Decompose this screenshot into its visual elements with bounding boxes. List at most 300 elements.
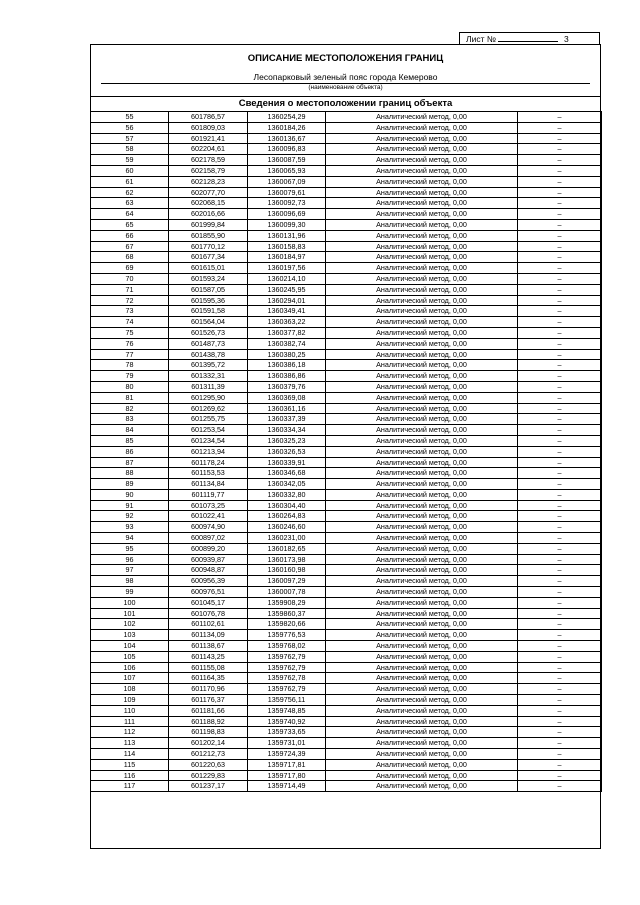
object-name: Лесопарковый зеленый пояс города Кемерово bbox=[253, 72, 438, 82]
method-cell: Аналитический метод, 0,00 bbox=[326, 608, 518, 619]
x-coordinate-cell: 602128,23 bbox=[169, 176, 248, 187]
y-coordinate-cell: 1360079,61 bbox=[248, 187, 326, 198]
description-cell: – bbox=[518, 641, 602, 652]
table-row bbox=[91, 749, 602, 760]
method-cell: Аналитический метод, 0,00 bbox=[326, 630, 518, 641]
y-coordinate-cell: 1359748,85 bbox=[248, 705, 326, 716]
table-row bbox=[91, 284, 602, 295]
x-coordinate-cell: 602204,61 bbox=[169, 144, 248, 155]
x-coordinate-cell: 601593,24 bbox=[169, 273, 248, 284]
y-coordinate-cell: 1359714,49 bbox=[248, 781, 326, 792]
x-coordinate-cell: 601119,77 bbox=[169, 489, 248, 500]
point-number-cell: 101 bbox=[91, 608, 169, 619]
x-coordinate-cell: 601178,24 bbox=[169, 457, 248, 468]
point-number-cell: 60 bbox=[91, 165, 169, 176]
y-coordinate-cell: 1360160,98 bbox=[248, 565, 326, 576]
table-row bbox=[91, 522, 602, 533]
method-cell: Аналитический метод, 0,00 bbox=[326, 500, 518, 511]
x-coordinate-cell: 601311,39 bbox=[169, 381, 248, 392]
x-coordinate-cell: 601269,62 bbox=[169, 403, 248, 414]
y-coordinate-cell: 1360337,39 bbox=[248, 414, 326, 425]
method-cell: Аналитический метод, 0,00 bbox=[326, 576, 518, 587]
method-cell: Аналитический метод, 0,00 bbox=[326, 435, 518, 446]
description-cell: – bbox=[518, 511, 602, 522]
table-row bbox=[91, 198, 602, 209]
point-number-cell: 94 bbox=[91, 533, 169, 544]
x-coordinate-cell: 601786,57 bbox=[169, 112, 248, 123]
y-coordinate-cell: 1360380,25 bbox=[248, 349, 326, 360]
y-coordinate-cell: 1359740,92 bbox=[248, 716, 326, 727]
point-number-cell: 62 bbox=[91, 187, 169, 198]
y-coordinate-cell: 1360182,65 bbox=[248, 543, 326, 554]
y-coordinate-cell: 1359717,80 bbox=[248, 770, 326, 781]
method-cell: Аналитический метод, 0,00 bbox=[326, 651, 518, 662]
x-coordinate-cell: 601237,17 bbox=[169, 781, 248, 792]
method-cell: Аналитический метод, 0,00 bbox=[326, 165, 518, 176]
table-row bbox=[91, 155, 602, 166]
description-cell: – bbox=[518, 576, 602, 587]
method-cell: Аналитический метод, 0,00 bbox=[326, 284, 518, 295]
table-row bbox=[91, 446, 602, 457]
point-number-cell: 58 bbox=[91, 144, 169, 155]
y-coordinate-cell: 1360346,68 bbox=[248, 468, 326, 479]
table-row bbox=[91, 587, 602, 598]
description-cell: – bbox=[518, 112, 602, 123]
table-row bbox=[91, 317, 602, 328]
point-number-cell: 69 bbox=[91, 263, 169, 274]
description-cell: – bbox=[518, 209, 602, 220]
table-row bbox=[91, 738, 602, 749]
x-coordinate-cell: 602158,79 bbox=[169, 165, 248, 176]
point-number-cell: 63 bbox=[91, 198, 169, 209]
method-cell: Аналитический метод, 0,00 bbox=[326, 263, 518, 274]
point-number-cell: 104 bbox=[91, 641, 169, 652]
point-number-cell: 99 bbox=[91, 587, 169, 598]
point-number-cell: 102 bbox=[91, 619, 169, 630]
method-cell: Аналитический метод, 0,00 bbox=[326, 392, 518, 403]
method-cell: Аналитический метод, 0,00 bbox=[326, 306, 518, 317]
y-coordinate-cell: 1360065,93 bbox=[248, 165, 326, 176]
x-coordinate-cell: 600897,02 bbox=[169, 533, 248, 544]
table-row bbox=[91, 306, 602, 317]
y-coordinate-cell: 1359762,79 bbox=[248, 684, 326, 695]
table-row bbox=[91, 608, 602, 619]
table-row bbox=[91, 554, 602, 565]
description-cell: – bbox=[518, 414, 602, 425]
x-coordinate-cell: 601045,17 bbox=[169, 597, 248, 608]
method-cell: Аналитический метод, 0,00 bbox=[326, 781, 518, 792]
method-cell: Аналитический метод, 0,00 bbox=[326, 349, 518, 360]
point-number-cell: 75 bbox=[91, 327, 169, 338]
table-row bbox=[91, 403, 602, 414]
y-coordinate-cell: 1360131,96 bbox=[248, 230, 326, 241]
y-coordinate-cell: 1360382,74 bbox=[248, 338, 326, 349]
x-coordinate-cell: 601220,63 bbox=[169, 759, 248, 770]
description-cell: – bbox=[518, 284, 602, 295]
description-cell: – bbox=[518, 241, 602, 252]
method-cell: Аналитический метод, 0,00 bbox=[326, 371, 518, 382]
point-number-cell: 108 bbox=[91, 684, 169, 695]
point-number-cell: 67 bbox=[91, 241, 169, 252]
description-cell: – bbox=[518, 133, 602, 144]
table-row bbox=[91, 219, 602, 230]
method-cell: Аналитический метод, 0,00 bbox=[326, 684, 518, 695]
x-coordinate-cell: 601526,73 bbox=[169, 327, 248, 338]
coordinates-table bbox=[90, 111, 602, 792]
x-coordinate-cell: 600974,90 bbox=[169, 522, 248, 533]
description-cell: – bbox=[518, 565, 602, 576]
description-cell: – bbox=[518, 144, 602, 155]
description-cell: – bbox=[518, 630, 602, 641]
table-row bbox=[91, 533, 602, 544]
y-coordinate-cell: 1359717,81 bbox=[248, 759, 326, 770]
point-number-cell: 90 bbox=[91, 489, 169, 500]
point-number-cell: 93 bbox=[91, 522, 169, 533]
y-coordinate-cell: 1360339,91 bbox=[248, 457, 326, 468]
description-cell: – bbox=[518, 662, 602, 673]
table-row bbox=[91, 759, 602, 770]
method-cell: Аналитический метод, 0,00 bbox=[326, 122, 518, 133]
table-row bbox=[91, 619, 602, 630]
table-row bbox=[91, 252, 602, 263]
point-number-cell: 81 bbox=[91, 392, 169, 403]
x-coordinate-cell: 602068,15 bbox=[169, 198, 248, 209]
x-coordinate-cell: 602178,59 bbox=[169, 155, 248, 166]
table-row bbox=[91, 511, 602, 522]
description-cell: – bbox=[518, 651, 602, 662]
sheet-number: 3 bbox=[564, 34, 569, 44]
method-cell: Аналитический метод, 0,00 bbox=[326, 187, 518, 198]
description-cell: – bbox=[518, 489, 602, 500]
point-number-cell: 72 bbox=[91, 295, 169, 306]
y-coordinate-cell: 1360363,22 bbox=[248, 317, 326, 328]
y-coordinate-cell: 1359768,02 bbox=[248, 641, 326, 652]
document-title: ОПИСАНИЕ МЕСТОПОЛОЖЕНИЯ ГРАНИЦ bbox=[247, 53, 444, 64]
table-row bbox=[91, 781, 602, 792]
method-cell: Аналитический метод, 0,00 bbox=[326, 230, 518, 241]
method-cell: Аналитический метод, 0,00 bbox=[326, 511, 518, 522]
x-coordinate-cell: 601234,54 bbox=[169, 435, 248, 446]
description-cell: – bbox=[518, 187, 602, 198]
point-number-cell: 79 bbox=[91, 371, 169, 382]
description-cell: – bbox=[518, 597, 602, 608]
description-cell: – bbox=[518, 338, 602, 349]
method-cell: Аналитический метод, 0,00 bbox=[326, 619, 518, 630]
y-coordinate-cell: 1360087,59 bbox=[248, 155, 326, 166]
method-cell: Аналитический метод, 0,00 bbox=[326, 241, 518, 252]
x-coordinate-cell: 601198,83 bbox=[169, 727, 248, 738]
method-cell: Аналитический метод, 0,00 bbox=[326, 133, 518, 144]
description-cell: – bbox=[518, 705, 602, 716]
method-cell: Аналитический метод, 0,00 bbox=[326, 273, 518, 284]
table-row bbox=[91, 230, 602, 241]
x-coordinate-cell: 601134,84 bbox=[169, 479, 248, 490]
method-cell: Аналитический метод, 0,00 bbox=[326, 219, 518, 230]
description-cell: – bbox=[518, 716, 602, 727]
point-number-cell: 84 bbox=[91, 425, 169, 436]
point-number-cell: 106 bbox=[91, 662, 169, 673]
point-number-cell: 91 bbox=[91, 500, 169, 511]
description-cell: – bbox=[518, 673, 602, 684]
x-coordinate-cell: 601332,31 bbox=[169, 371, 248, 382]
table-row bbox=[91, 295, 602, 306]
description-cell: – bbox=[518, 198, 602, 209]
table-row bbox=[91, 360, 602, 371]
y-coordinate-cell: 1359820,66 bbox=[248, 619, 326, 630]
description-cell: – bbox=[518, 349, 602, 360]
point-number-cell: 74 bbox=[91, 317, 169, 328]
table-row bbox=[91, 479, 602, 490]
description-cell: – bbox=[518, 619, 602, 630]
table-row bbox=[91, 209, 602, 220]
description-cell: – bbox=[518, 165, 602, 176]
table-row bbox=[91, 630, 602, 641]
description-cell: – bbox=[518, 457, 602, 468]
y-coordinate-cell: 1359733,65 bbox=[248, 727, 326, 738]
table-row bbox=[91, 576, 602, 587]
method-cell: Аналитический метод, 0,00 bbox=[326, 252, 518, 263]
description-cell: – bbox=[518, 371, 602, 382]
y-coordinate-cell: 1360294,01 bbox=[248, 295, 326, 306]
point-number-cell: 88 bbox=[91, 468, 169, 479]
method-cell: Аналитический метод, 0,00 bbox=[326, 317, 518, 328]
method-cell: Аналитический метод, 0,00 bbox=[326, 554, 518, 565]
method-cell: Аналитический метод, 0,00 bbox=[326, 597, 518, 608]
method-cell: Аналитический метод, 0,00 bbox=[326, 522, 518, 533]
y-coordinate-cell: 1360254,29 bbox=[248, 112, 326, 123]
method-cell: Аналитический метод, 0,00 bbox=[326, 543, 518, 554]
point-number-cell: 103 bbox=[91, 630, 169, 641]
table-row bbox=[91, 327, 602, 338]
description-cell: – bbox=[518, 446, 602, 457]
description-cell: – bbox=[518, 219, 602, 230]
y-coordinate-cell: 1360184,97 bbox=[248, 252, 326, 263]
method-cell: Аналитический метод, 0,00 bbox=[326, 738, 518, 749]
x-coordinate-cell: 600956,39 bbox=[169, 576, 248, 587]
point-number-cell: 105 bbox=[91, 651, 169, 662]
point-number-cell: 95 bbox=[91, 543, 169, 554]
table-row bbox=[91, 425, 602, 436]
y-coordinate-cell: 1360197,56 bbox=[248, 263, 326, 274]
description-cell: – bbox=[518, 381, 602, 392]
x-coordinate-cell: 601153,53 bbox=[169, 468, 248, 479]
x-coordinate-cell: 601022,41 bbox=[169, 511, 248, 522]
table-row bbox=[91, 122, 602, 133]
method-cell: Аналитический метод, 0,00 bbox=[326, 381, 518, 392]
method-cell: Аналитический метод, 0,00 bbox=[326, 446, 518, 457]
point-number-cell: 110 bbox=[91, 705, 169, 716]
y-coordinate-cell: 1360214,10 bbox=[248, 273, 326, 284]
description-cell: – bbox=[518, 749, 602, 760]
x-coordinate-cell: 601155,08 bbox=[169, 662, 248, 673]
description-cell: – bbox=[518, 608, 602, 619]
method-cell: Аналитический метод, 0,00 bbox=[326, 295, 518, 306]
x-coordinate-cell: 601181,66 bbox=[169, 705, 248, 716]
method-cell: Аналитический метод, 0,00 bbox=[326, 727, 518, 738]
point-number-cell: 68 bbox=[91, 252, 169, 263]
description-cell: – bbox=[518, 770, 602, 781]
table-row bbox=[91, 371, 602, 382]
x-coordinate-cell: 601229,83 bbox=[169, 770, 248, 781]
y-coordinate-cell: 1360379,76 bbox=[248, 381, 326, 392]
method-cell: Аналитический метод, 0,00 bbox=[326, 489, 518, 500]
description-cell: – bbox=[518, 533, 602, 544]
description-cell: – bbox=[518, 587, 602, 598]
table-row bbox=[91, 695, 602, 706]
method-cell: Аналитический метод, 0,00 bbox=[326, 587, 518, 598]
x-coordinate-cell: 601295,90 bbox=[169, 392, 248, 403]
y-coordinate-cell: 1359724,39 bbox=[248, 749, 326, 760]
point-number-cell: 113 bbox=[91, 738, 169, 749]
point-number-cell: 82 bbox=[91, 403, 169, 414]
x-coordinate-cell: 601770,12 bbox=[169, 241, 248, 252]
y-coordinate-cell: 1360173,98 bbox=[248, 554, 326, 565]
description-cell: – bbox=[518, 392, 602, 403]
point-number-cell: 107 bbox=[91, 673, 169, 684]
method-cell: Аналитический метод, 0,00 bbox=[326, 749, 518, 760]
y-coordinate-cell: 1360246,60 bbox=[248, 522, 326, 533]
y-coordinate-cell: 1360304,40 bbox=[248, 500, 326, 511]
x-coordinate-cell: 601134,09 bbox=[169, 630, 248, 641]
x-coordinate-cell: 601487,73 bbox=[169, 338, 248, 349]
description-cell: – bbox=[518, 327, 602, 338]
point-number-cell: 114 bbox=[91, 749, 169, 760]
description-cell: – bbox=[518, 252, 602, 263]
y-coordinate-cell: 1360099,30 bbox=[248, 219, 326, 230]
point-number-cell: 98 bbox=[91, 576, 169, 587]
x-coordinate-cell: 601587,05 bbox=[169, 284, 248, 295]
x-coordinate-cell: 601212,73 bbox=[169, 749, 248, 760]
point-number-cell: 55 bbox=[91, 112, 169, 123]
y-coordinate-cell: 1360136,67 bbox=[248, 133, 326, 144]
point-number-cell: 96 bbox=[91, 554, 169, 565]
x-coordinate-cell: 601102,61 bbox=[169, 619, 248, 630]
method-cell: Аналитический метод, 0,00 bbox=[326, 716, 518, 727]
document-frame bbox=[90, 44, 601, 849]
point-number-cell: 66 bbox=[91, 230, 169, 241]
point-number-cell: 76 bbox=[91, 338, 169, 349]
y-coordinate-cell: 1359756,11 bbox=[248, 695, 326, 706]
table-row bbox=[91, 263, 602, 274]
table-row bbox=[91, 500, 602, 511]
table-row bbox=[91, 662, 602, 673]
coordinates-table-body bbox=[91, 112, 602, 792]
table-row bbox=[91, 770, 602, 781]
table-row bbox=[91, 684, 602, 695]
y-coordinate-cell: 1360349,41 bbox=[248, 306, 326, 317]
y-coordinate-cell: 1360067,09 bbox=[248, 176, 326, 187]
y-coordinate-cell: 1360342,05 bbox=[248, 479, 326, 490]
y-coordinate-cell: 1360369,08 bbox=[248, 392, 326, 403]
method-cell: Аналитический метод, 0,00 bbox=[326, 403, 518, 414]
x-coordinate-cell: 601999,84 bbox=[169, 219, 248, 230]
table-row bbox=[91, 727, 602, 738]
description-cell: – bbox=[518, 781, 602, 792]
x-coordinate-cell: 601438,78 bbox=[169, 349, 248, 360]
table-row bbox=[91, 716, 602, 727]
method-cell: Аналитический метод, 0,00 bbox=[326, 468, 518, 479]
point-number-cell: 86 bbox=[91, 446, 169, 457]
method-cell: Аналитический метод, 0,00 bbox=[326, 695, 518, 706]
table-row bbox=[91, 641, 602, 652]
y-coordinate-cell: 1360325,23 bbox=[248, 435, 326, 446]
point-number-cell: 77 bbox=[91, 349, 169, 360]
y-coordinate-cell: 1360326,53 bbox=[248, 446, 326, 457]
table-row bbox=[91, 273, 602, 284]
description-cell: – bbox=[518, 230, 602, 241]
table-row bbox=[91, 165, 602, 176]
point-number-cell: 83 bbox=[91, 414, 169, 425]
table-row bbox=[91, 673, 602, 684]
table-row bbox=[91, 133, 602, 144]
table-row bbox=[91, 112, 602, 123]
point-number-cell: 116 bbox=[91, 770, 169, 781]
table-row bbox=[91, 457, 602, 468]
x-coordinate-cell: 601255,75 bbox=[169, 414, 248, 425]
method-cell: Аналитический метод, 0,00 bbox=[326, 209, 518, 220]
x-coordinate-cell: 602016,66 bbox=[169, 209, 248, 220]
description-cell: – bbox=[518, 403, 602, 414]
point-number-cell: 78 bbox=[91, 360, 169, 371]
y-coordinate-cell: 1360377,82 bbox=[248, 327, 326, 338]
point-number-cell: 73 bbox=[91, 306, 169, 317]
description-cell: – bbox=[518, 425, 602, 436]
description-cell: – bbox=[518, 759, 602, 770]
y-coordinate-cell: 1359762,78 bbox=[248, 673, 326, 684]
point-number-cell: 87 bbox=[91, 457, 169, 468]
x-coordinate-cell: 601164,35 bbox=[169, 673, 248, 684]
method-cell: Аналитический метод, 0,00 bbox=[326, 338, 518, 349]
table-row bbox=[91, 144, 602, 155]
y-coordinate-cell: 1359860,37 bbox=[248, 608, 326, 619]
x-coordinate-cell: 601677,34 bbox=[169, 252, 248, 263]
x-coordinate-cell: 601564,04 bbox=[169, 317, 248, 328]
description-cell: – bbox=[518, 727, 602, 738]
table-row bbox=[91, 338, 602, 349]
method-cell: Аналитический метод, 0,00 bbox=[326, 759, 518, 770]
y-coordinate-cell: 1360332,80 bbox=[248, 489, 326, 500]
y-coordinate-cell: 1360184,26 bbox=[248, 122, 326, 133]
y-coordinate-cell: 1360231,00 bbox=[248, 533, 326, 544]
method-cell: Аналитический метод, 0,00 bbox=[326, 770, 518, 781]
section-divider bbox=[91, 96, 600, 97]
point-number-cell: 64 bbox=[91, 209, 169, 220]
description-cell: – bbox=[518, 468, 602, 479]
method-cell: Аналитический метод, 0,00 bbox=[326, 155, 518, 166]
point-number-cell: 71 bbox=[91, 284, 169, 295]
description-cell: – bbox=[518, 522, 602, 533]
method-cell: Аналитический метод, 0,00 bbox=[326, 641, 518, 652]
y-coordinate-cell: 1360007,78 bbox=[248, 587, 326, 598]
x-coordinate-cell: 602077,70 bbox=[169, 187, 248, 198]
table-row bbox=[91, 468, 602, 479]
x-coordinate-cell: 601143,25 bbox=[169, 651, 248, 662]
method-cell: Аналитический метод, 0,00 bbox=[326, 662, 518, 673]
x-coordinate-cell: 600976,51 bbox=[169, 587, 248, 598]
x-coordinate-cell: 601809,03 bbox=[169, 122, 248, 133]
description-cell: – bbox=[518, 695, 602, 706]
description-cell: – bbox=[518, 155, 602, 166]
x-coordinate-cell: 601170,96 bbox=[169, 684, 248, 695]
description-cell: – bbox=[518, 306, 602, 317]
method-cell: Аналитический метод, 0,00 bbox=[326, 144, 518, 155]
x-coordinate-cell: 601076,78 bbox=[169, 608, 248, 619]
method-cell: Аналитический метод, 0,00 bbox=[326, 176, 518, 187]
table-row bbox=[91, 597, 602, 608]
point-number-cell: 111 bbox=[91, 716, 169, 727]
description-cell: – bbox=[518, 435, 602, 446]
y-coordinate-cell: 1360092,73 bbox=[248, 198, 326, 209]
